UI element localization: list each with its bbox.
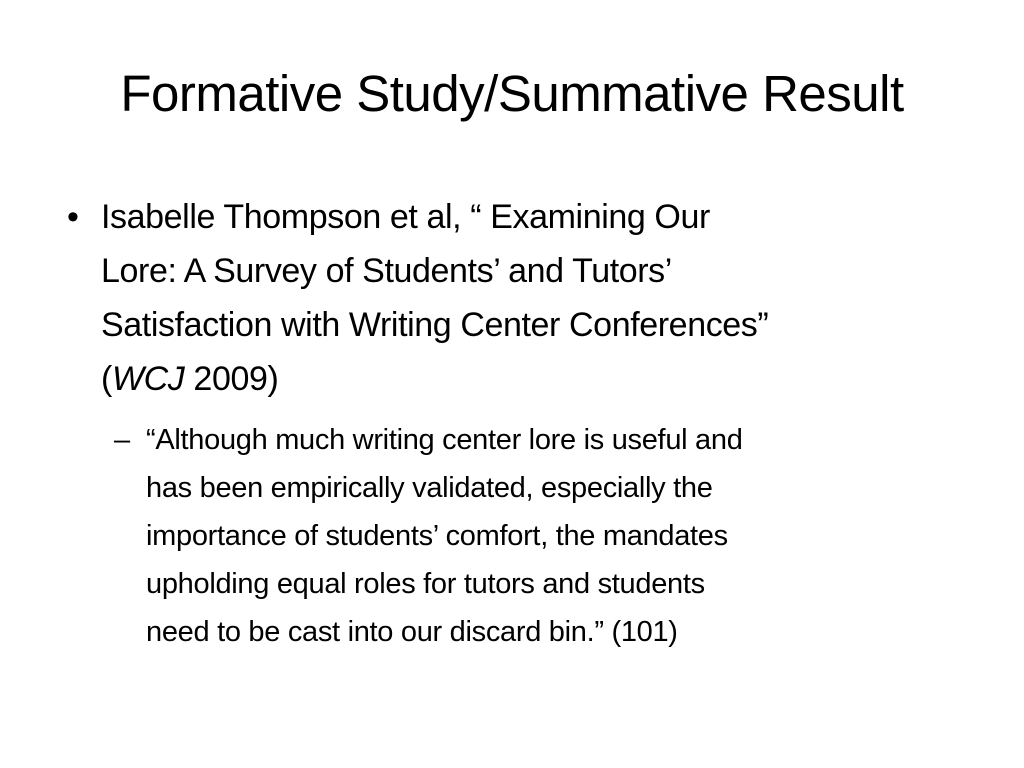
bullet-marker: • <box>67 198 79 236</box>
citation-open-paren: ( <box>101 360 112 398</box>
sub-bullet-marker: – <box>114 424 131 456</box>
citation-line-1: Isabelle Thompson et al, “ Examining Our <box>101 198 710 236</box>
quote-line-3: importance of students’ comfort, the mandates <box>146 520 728 552</box>
quote-line-5: need to be cast into our discard bin.” (101) <box>146 616 678 648</box>
quote-line-2: has been empirically validated, especially the <box>146 472 713 504</box>
citation-line-2: Lore: A Survey of Students’ and Tutors’ <box>101 252 672 290</box>
slide-title: Formative Study/Summative Result <box>120 65 904 122</box>
quote-line-1: “Although much writing center lore is useful and <box>146 424 743 456</box>
citation-year: 2009) <box>184 360 279 398</box>
quote-line-4: upholding equal roles for tutors and students <box>146 568 705 600</box>
citation-text <box>101 190 981 406</box>
quote-text <box>146 416 966 656</box>
citation-line-3: Satisfaction with Writing Center Conferences” <box>101 306 769 344</box>
journal-name: WCJ <box>111 360 185 398</box>
citation-line-4 <box>101 352 981 406</box>
